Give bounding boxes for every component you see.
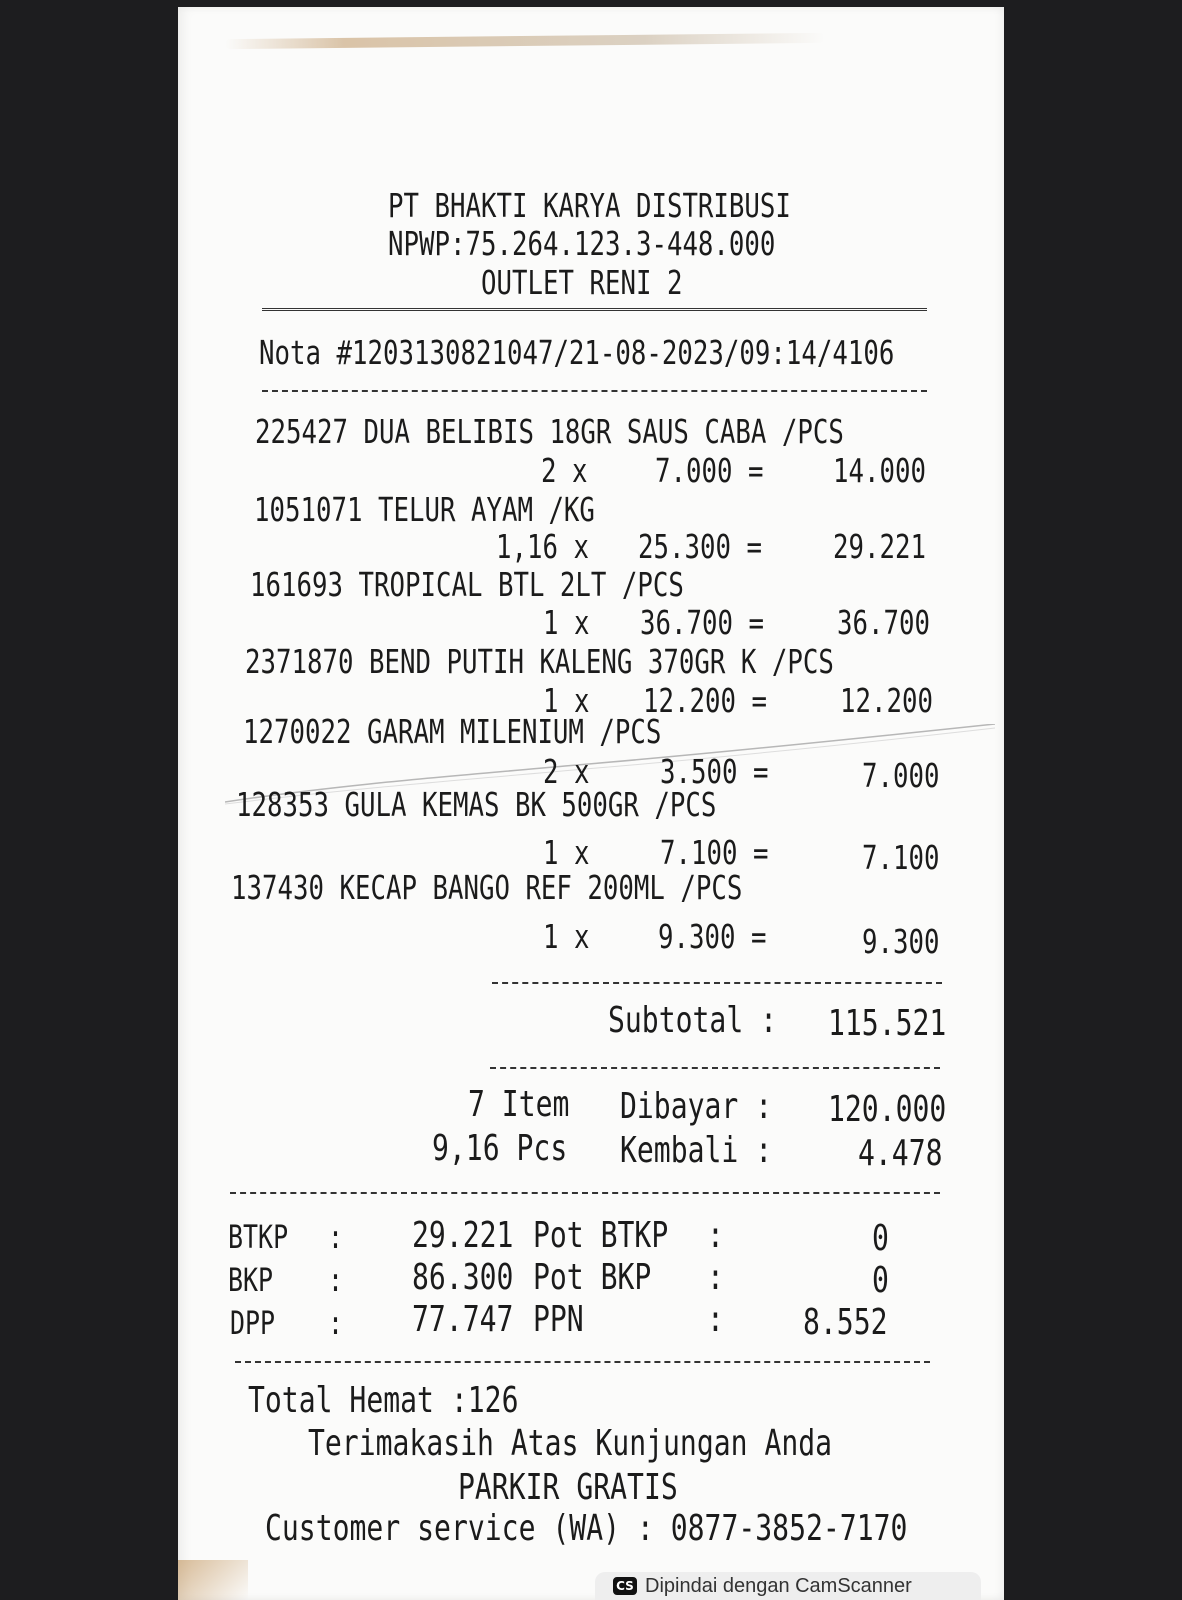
tax-colon: : xyxy=(328,1261,344,1299)
ppn-value: 8.552 xyxy=(803,1302,888,1343)
tax-colon: : xyxy=(707,1299,724,1340)
item-description: 2371870 BEND PUTIH KALENG 370GR K /PCS xyxy=(245,642,834,681)
ppn-label: PPN xyxy=(533,1299,584,1340)
bkp-value: 86.300 xyxy=(412,1257,514,1298)
btkp-value: 29.221 xyxy=(412,1215,514,1256)
header-dashed-rule xyxy=(262,390,927,392)
item-qty: 1 x xyxy=(543,603,590,642)
header-double-rule xyxy=(262,308,927,314)
change-label: Kembali : xyxy=(620,1130,773,1171)
pot-bkp-value: 0 xyxy=(872,1260,889,1301)
item-total: 12.200 xyxy=(840,681,933,720)
item-qty: 2 x xyxy=(541,451,588,490)
tax-colon: : xyxy=(328,1304,344,1342)
item-description: 225427 DUA BELIBIS 18GR SAUS CABA /PCS xyxy=(255,412,844,451)
item-total: 9.300 xyxy=(862,922,940,961)
item-price: 7.100 = xyxy=(660,833,769,872)
change-value: 4.478 xyxy=(858,1133,943,1174)
pot-btkp-value: 0 xyxy=(872,1218,889,1259)
pot-bkp-label: Pot BKP xyxy=(533,1257,652,1298)
item-price: 9.300 = xyxy=(658,917,767,956)
item-price: 12.200 = xyxy=(643,681,767,720)
tax-rule xyxy=(235,1361,930,1363)
btkp-label: BTKP xyxy=(228,1218,289,1256)
item-qty: 1 x xyxy=(543,917,590,956)
item-count: 7 Item xyxy=(468,1084,570,1125)
item-price: 7.000 = xyxy=(655,451,764,490)
item-description: 137430 KECAP BANGO REF 200ML /PCS xyxy=(231,868,743,907)
thank-you-message: Terimakasih Atas Kunjungan Anda xyxy=(308,1423,833,1464)
item-description: 128353 GULA KEMAS BK 500GR /PCS xyxy=(236,785,717,824)
camscanner-logo-icon: CS xyxy=(613,1577,637,1595)
item-price: 36.700 = xyxy=(640,603,764,642)
nota-line: Nota #1203130821047/21-08-2023/09:14/4106 xyxy=(259,333,895,372)
item-qty: 1,16 x xyxy=(496,527,589,566)
summary-rule xyxy=(230,1192,940,1194)
dpp-label: DPP xyxy=(230,1304,276,1342)
items-end-rule xyxy=(492,982,942,984)
item-description: 1051071 TELUR AYAM /KG xyxy=(254,490,595,529)
subtotal-rule xyxy=(490,1067,940,1069)
pot-btkp-label: Pot BTKP xyxy=(533,1215,669,1256)
camscanner-watermark-text: Dipindai dengan CamScanner xyxy=(645,1574,912,1597)
bkp-label: BKP xyxy=(228,1261,274,1299)
paper-corner-stain xyxy=(178,1560,248,1600)
item-total: 7.000 xyxy=(862,756,940,795)
dpp-value: 77.747 xyxy=(412,1299,514,1340)
tax-colon: : xyxy=(707,1257,724,1298)
total-savings: Total Hemat :126 xyxy=(248,1380,519,1421)
item-qty: 1 x xyxy=(543,681,590,720)
item-total: 36.700 xyxy=(837,603,930,642)
camscanner-watermark xyxy=(595,1572,981,1600)
item-qty: 1 x xyxy=(543,833,590,872)
item-qty: 2 x xyxy=(543,752,590,791)
item-description: 1270022 GARAM MILENIUM /PCS xyxy=(243,712,662,751)
pcs-count: 9,16 Pcs xyxy=(432,1128,568,1169)
tax-colon: : xyxy=(328,1218,344,1256)
outlet-name: OUTLET RENI 2 xyxy=(481,263,683,302)
item-price: 25.300 = xyxy=(638,527,762,566)
item-total: 29.221 xyxy=(833,527,926,566)
subtotal-label: Subtotal : xyxy=(608,1000,778,1041)
item-price: 3.500 = xyxy=(660,752,769,791)
item-total: 7.100 xyxy=(862,838,940,877)
subtotal-value: 115.521 xyxy=(828,1003,947,1044)
paid-label: Dibayar : xyxy=(620,1086,773,1127)
paid-value: 120.000 xyxy=(828,1089,947,1130)
tax-id: NPWP:75.264.123.3-448.000 xyxy=(388,224,776,263)
tax-colon: : xyxy=(707,1215,724,1256)
item-total: 14.000 xyxy=(833,451,926,490)
parking-note: PARKIR GRATIS xyxy=(458,1467,678,1508)
item-description: 161693 TROPICAL BTL 2LT /PCS xyxy=(250,565,684,604)
company-name: PT BHAKTI KARYA DISTRIBUSI xyxy=(388,186,791,225)
customer-service-line: Customer service (WA) : 0877-3852-7170 xyxy=(265,1508,908,1549)
